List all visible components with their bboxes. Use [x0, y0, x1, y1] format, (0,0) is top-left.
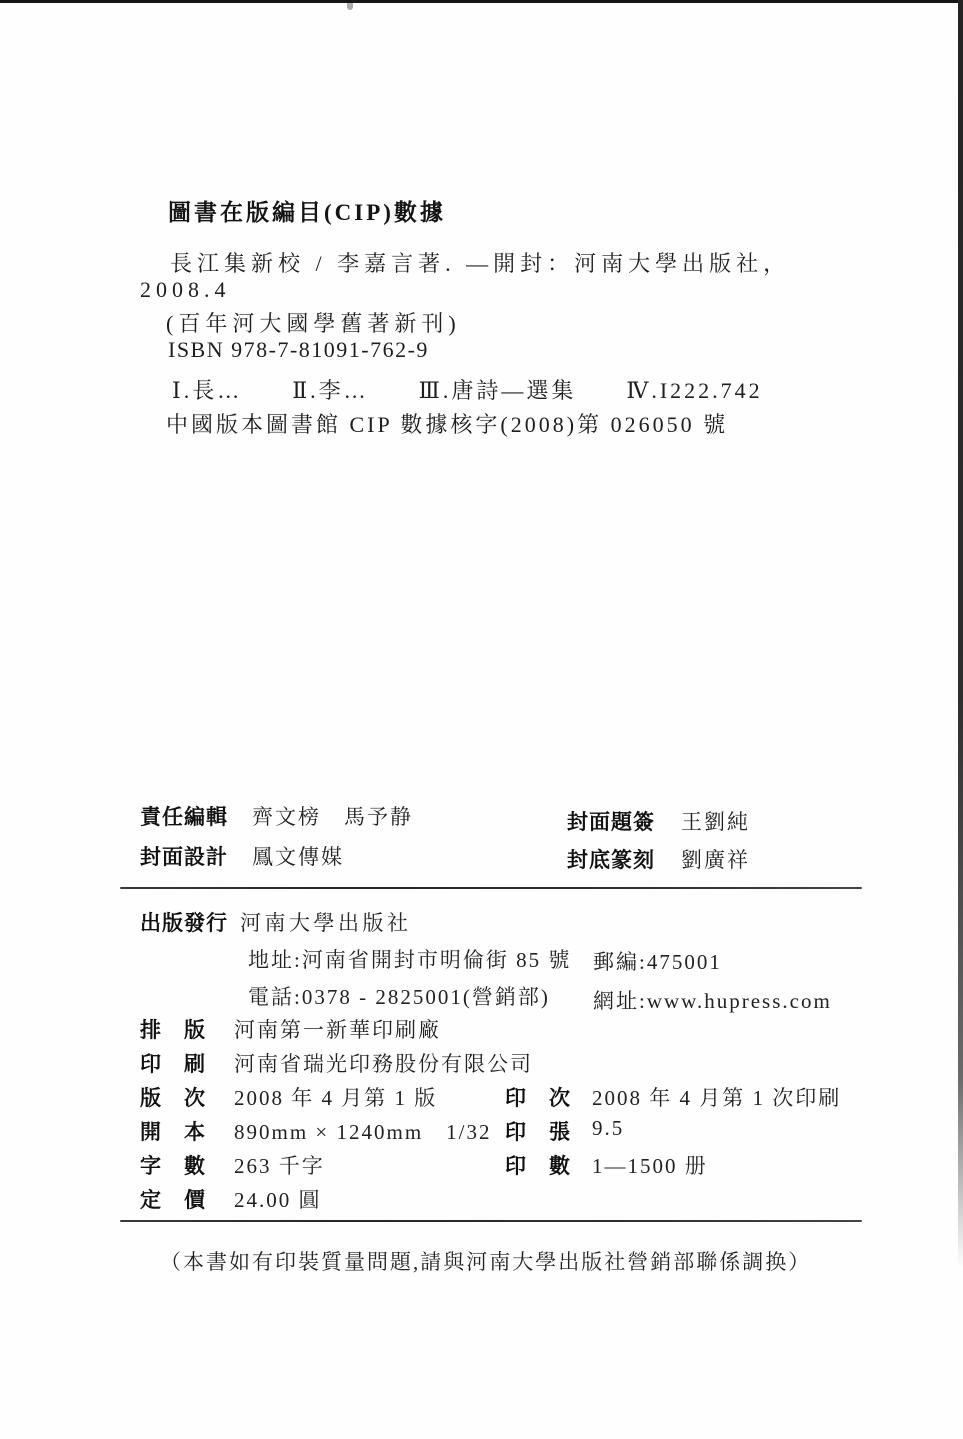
publisher-phone: 電話:0378 - 2825001(營銷部)	[248, 985, 550, 1009]
publisher-website: 網址:www.hupress.com	[593, 989, 832, 1013]
impression-value: 2008 年 4 月第 1 次印刷	[592, 1086, 842, 1110]
wordcount-label: 字 數	[140, 1155, 206, 1178]
credit-value-cover-design: 鳳文傳媒	[252, 845, 344, 869]
format-value: 890mm × 1240mm 1/32	[234, 1120, 492, 1144]
format-label: 開 本	[140, 1121, 206, 1144]
scan-top-notch	[347, 3, 353, 10]
sheets-label: 印 張	[505, 1121, 571, 1144]
wordcount-value: 263 千字	[234, 1154, 325, 1178]
publisher-label: 出版發行	[140, 912, 228, 935]
publisher-postcode: 郵編:475001	[593, 950, 722, 974]
cip-record-line1: 長江集新校 / 李嘉言著. —開封：河南大學出版社，	[170, 251, 791, 276]
cip-registry: 中國版本圖書館 CIP 數據核字(2008)第 026050 號	[166, 412, 729, 437]
credit-value-cover-inscription: 王劉純	[681, 810, 750, 834]
credit-label-cover-design: 封面設計	[140, 846, 228, 869]
sheets-value: 9.5	[592, 1116, 625, 1140]
scan-top-edge	[0, 0, 963, 3]
cip-series-note: (百年河大國學舊著新刊)	[166, 311, 461, 336]
typesetting-value: 河南第一新華印刷廠	[234, 1018, 441, 1042]
divider-bottom	[120, 1220, 862, 1222]
scan-right-shadow	[958, 0, 963, 1268]
printrun-value: 1—1500 册	[592, 1154, 708, 1178]
price-label: 定 價	[140, 1189, 206, 1212]
price-value: 24.00 圓	[234, 1188, 322, 1212]
divider-top	[120, 887, 862, 889]
cip-classification: Ⅰ.長… Ⅱ.李… Ⅲ.唐詩—選集 Ⅳ.I222.742	[172, 378, 763, 403]
credit-label-editor: 責任編輯	[140, 806, 228, 829]
credit-value-back-seal: 劉廣祥	[681, 848, 750, 872]
credit-label-back-seal: 封底篆刻	[567, 849, 655, 872]
cip-isbn: ISBN 978-7-81091-762-9	[168, 337, 429, 362]
edition-label: 版 次	[140, 1087, 206, 1110]
typesetting-label: 排 版	[140, 1019, 206, 1042]
printing-value: 河南省瑞光印務股份有限公司	[234, 1052, 533, 1076]
edition-value: 2008 年 4 月第 1 版	[234, 1086, 438, 1110]
credit-value-editor: 齊文榜 馬予静	[252, 805, 413, 829]
quality-notice: （本書如有印裝質量問題,請與河南大學出版社營銷部聯係調换）	[160, 1250, 812, 1274]
credit-label-cover-inscription: 封面題簽	[567, 811, 655, 834]
publisher-value: 河南大學出版社	[240, 911, 412, 935]
printing-label: 印 刷	[140, 1053, 206, 1076]
impression-label: 印 次	[505, 1087, 571, 1110]
cip-record-line2: 2008.4	[140, 277, 231, 302]
publisher-address: 地址:河南省開封市明倫街 85 號	[248, 948, 572, 972]
printrun-label: 印 數	[505, 1155, 571, 1178]
cip-heading: 圖書在版編目(CIP)數據	[168, 200, 446, 225]
